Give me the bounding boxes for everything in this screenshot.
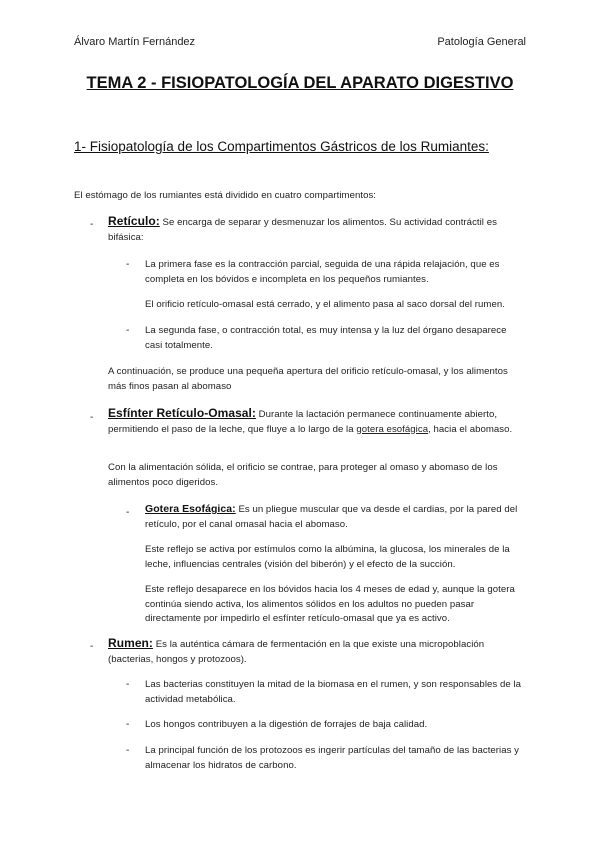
gotera-paragraph [145, 502, 526, 532]
sub-bullet-dash: - [126, 507, 130, 518]
bullet-dash: - [90, 641, 94, 652]
reticulo-sub-paragraph: El orificio retículo-omasal está cerrado, y el alimento pasa al saco dorsal del rumen. [145, 299, 505, 310]
sub-bullet-dash: - [126, 719, 130, 730]
bullet-dash: - [90, 412, 94, 423]
sub-bullet-dash: - [126, 745, 130, 756]
bullet-dash: - [90, 219, 94, 230]
sub-bullet-dash: - [126, 679, 130, 690]
esfinter-paragraph [108, 406, 528, 437]
sub-bullet-dash: - [126, 325, 130, 336]
sub-bullet-dash: - [126, 259, 130, 270]
rumen-sub-item: Los hongos contribuyen a la digestión de forrajes de baja calidad. [145, 719, 428, 730]
rumen-text: Es la auténtica cámara de fermentación en la que existe una micropoblación (bacterias, hongos y protozoos). [108, 639, 485, 665]
header-author: Álvaro Martín Fernández [74, 36, 196, 48]
esfinter-term: Esfínter Retículo-Omasal: [108, 406, 256, 420]
gotera-paragraph-3: Este reflejo desaparece en los bóvidos hacia los 4 meses de edad y, aunque la gotera continúa siendo activa, los alimentos sólidos en los adultos no pueden pasar directamente por impedirlo el esfínter retículo-omasal que ya es activo. [145, 584, 515, 624]
gotera-term: Gotera Esofágica: [145, 503, 236, 515]
reticulo-term: Retículo: [108, 214, 160, 228]
reticulo-after-paragraph: A continuación, se produce una pequeña apertura del orificio retículo-omasal, y los alimentos más finos pasan al abomaso [108, 366, 508, 392]
rumen-paragraph [108, 636, 526, 667]
header-subject: Patología General [437, 36, 526, 48]
esfinter-text-b: , hacia el abomaso. [428, 423, 513, 435]
rumen-sub-item: La principal función de los protozoos es ingerir partículas del tamaño de las bacterias y almacenar los hidratos de carbono. [145, 745, 520, 771]
document-title: TEMA 2 - FISIOPATOLOGÍA DEL APARATO DIGESTIVO [86, 74, 514, 92]
intro-paragraph: El estómago de los rumiantes está dividido en cuatro compartimentos: [74, 190, 377, 201]
gotera-esofagica-link: gotera esofágica [356, 423, 429, 435]
gotera-text: Es un pliegue muscular que va desde el cardias, por la pared del retículo, por el canal omasal hacia el abomaso. [145, 504, 518, 530]
esfinter-text-a: Durante la lactación permanece continuamente abierto, permitiendo el paso de la leche, que fluye a lo largo de la [108, 409, 498, 435]
reticulo-text: Se encarga de separar y desmenuzar los alimentos. Su actividad contráctil es bifásica: [108, 217, 497, 243]
rumen-sub-item: Las bacterias constituyen la mitad de la biomasa en el rumen, y son responsables de la actividad metabólica. [145, 679, 522, 705]
section-heading: 1- Fisiopatología de los Compartimentos Gástricos de los Rumiantes: [74, 139, 489, 154]
reticulo-paragraph [108, 214, 528, 245]
reticulo-sub-item: La primera fase es la contracción parcial, seguida de una rápida relajación, que es completa en los bóvidos e incompleta en los pequeños rumiantes. [145, 259, 500, 285]
reticulo-sub-item: La segunda fase, o contracción total, es muy intensa y la luz del órgano desaparece casi totalmente. [145, 325, 507, 351]
gotera-paragraph-2: Este reflejo se activa por estímulos como la albúmina, la glucosa, los minerales de la leche, influencias centrales (visión del biberón) y el efecto de la succión. [145, 544, 510, 570]
esfinter-paragraph-2: Con la alimentación sólida, el orificio se contrae, para proteger al omaso y abomaso de los alimentos poco digeridos. [108, 462, 498, 488]
rumen-term: Rumen: [108, 636, 153, 650]
